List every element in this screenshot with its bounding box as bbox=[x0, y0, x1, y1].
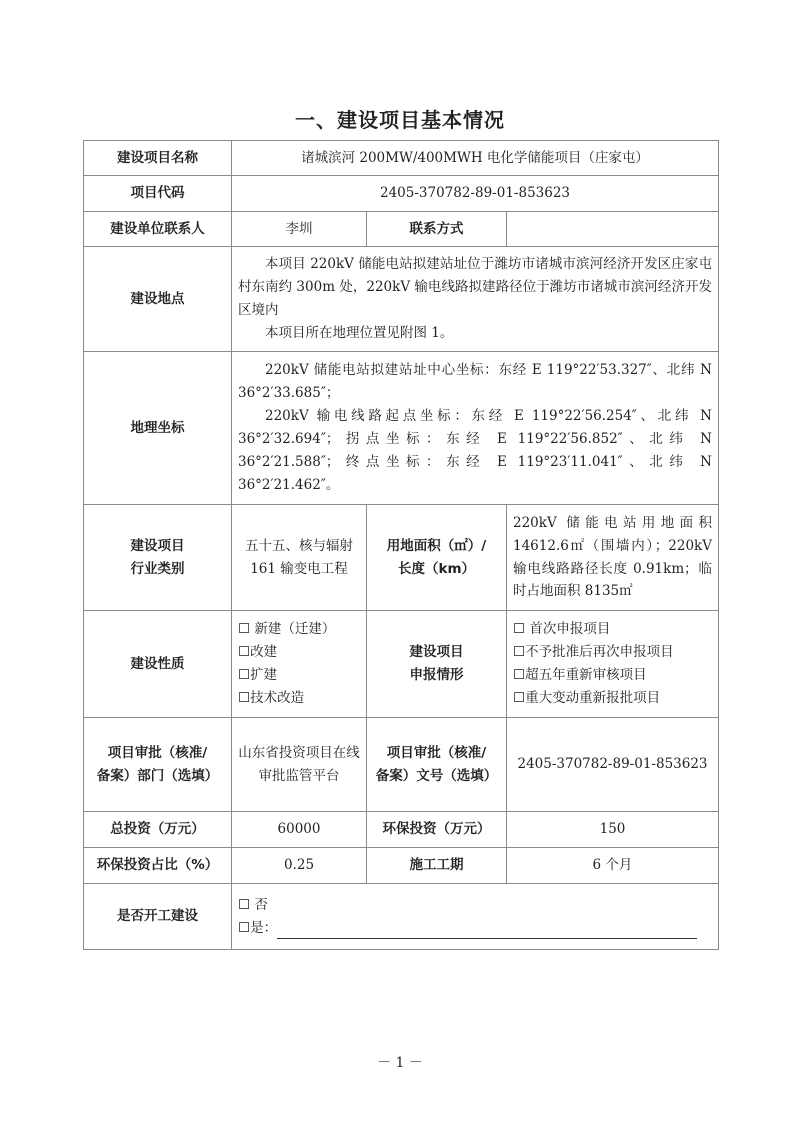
nature-options bbox=[232, 611, 367, 718]
nature-option-tech-upgrade[interactable]: ☐技术改造 bbox=[238, 689, 305, 706]
contact-method-value bbox=[507, 212, 719, 247]
nature-option-expand[interactable]: ☐扩建 bbox=[238, 667, 278, 683]
coordinates-value bbox=[232, 352, 719, 505]
declaration-label-line2: 申报情形 bbox=[409, 667, 464, 683]
declaration-option-five-year[interactable]: ☐超五年重新审核项目 bbox=[513, 667, 647, 683]
row-nature bbox=[84, 611, 719, 718]
industry-value-line1: 五十五、核与辐射 bbox=[245, 537, 353, 554]
row-ratio bbox=[84, 848, 719, 884]
location-label: 建设地点 bbox=[84, 247, 232, 352]
construction-period-label: 施工工期 bbox=[367, 848, 507, 884]
page-title: 一、建设项目基本情况 bbox=[295, 108, 505, 132]
declaration-option-first[interactable]: ☐ 首次申报项目 bbox=[513, 621, 611, 638]
row-investment bbox=[84, 812, 719, 848]
env-investment-label: 环保投资（万元） bbox=[367, 812, 507, 848]
line-coordinates: 220kV 输电线路起点坐标：东经 E 119°22′56.254″、北纬 N 36°2′32.694″；拐点坐标：东经 E 119°22′56.852″、北纬 N 36°2′21.588″；终点坐标：东经 E 119°23′11.041″、北纬 N 36°2′21.462″。 bbox=[238, 408, 712, 493]
industry-value-line2: 161 输变电工程 bbox=[250, 560, 348, 577]
industry-label bbox=[84, 505, 232, 611]
project-name-value: 诸城滨河 200MW/400MWH 电化学储能项目（庄家屯） bbox=[232, 141, 719, 176]
location-text: 本项目 220kV 储能电站拟建站址位于潍坊市诸城市滨河经济开发区庄家屯村东南约 300m 处，220kV 输电线路拟建路径位于潍坊市诸城市滨河经济开发区境内 bbox=[238, 256, 712, 318]
row-project-name bbox=[84, 141, 719, 176]
row-industry bbox=[84, 505, 719, 611]
project-info-table bbox=[83, 140, 719, 950]
land-area-label bbox=[367, 505, 507, 611]
started-option-yes-row bbox=[238, 917, 712, 940]
contact-method-label: 联系方式 bbox=[367, 212, 507, 247]
started-options bbox=[232, 884, 719, 950]
approval-number-label bbox=[367, 718, 507, 812]
started-option-no[interactable]: ☐ 否 bbox=[238, 896, 268, 913]
approval-dept-label bbox=[84, 718, 232, 812]
industry-label-line1: 建设项目 bbox=[130, 537, 185, 554]
declaration-label bbox=[367, 611, 507, 718]
approval-number-label-line2: 备案）文号（选填） bbox=[375, 767, 498, 784]
started-label: 是否开工建设 bbox=[84, 884, 232, 950]
nature-option-rebuild[interactable]: ☐改建 bbox=[238, 644, 278, 661]
industry-label-line2: 行业类别 bbox=[130, 560, 185, 577]
declaration-option-resubmit[interactable]: ☐不予批准后再次申报项目 bbox=[513, 644, 674, 661]
station-coordinates: 220kV 储能电站拟建站址中心坐标：东经 E 119°22′53.327″、北纬 N 36°2′33.685″； bbox=[238, 362, 712, 402]
contact-value: 李圳 bbox=[232, 212, 367, 247]
row-approval bbox=[84, 718, 719, 812]
location-map-note: 本项目所在地理位置见附图 1。 bbox=[265, 324, 454, 341]
coordinates-label: 地理坐标 bbox=[84, 352, 232, 505]
started-option-yes[interactable]: ☐是： bbox=[238, 919, 278, 936]
row-contact bbox=[84, 212, 719, 247]
approval-number-label-line1: 项目审批（核准/ bbox=[386, 744, 487, 761]
nature-option-new[interactable]: ☐ 新建（迁建） bbox=[238, 621, 336, 638]
declaration-option-major-change[interactable]: ☐重大变动重新报批项目 bbox=[513, 689, 661, 706]
contact-label: 建设单位联系人 bbox=[84, 212, 232, 247]
row-coordinates bbox=[84, 352, 719, 505]
started-yes-fill-line[interactable] bbox=[277, 924, 697, 939]
total-investment-label: 总投资（万元） bbox=[84, 812, 232, 848]
approval-number-value: 2405-370782-89-01-853623 bbox=[507, 718, 719, 812]
location-value bbox=[232, 247, 719, 352]
declaration-label-line1: 建设项目 bbox=[409, 644, 464, 661]
project-name-label: 建设项目名称 bbox=[84, 141, 232, 176]
page-number: － 1 － bbox=[377, 1055, 423, 1071]
row-location bbox=[84, 247, 719, 352]
row-project-code bbox=[84, 176, 719, 212]
approval-dept-value: 山东省投资项目在线审批监管平台 bbox=[232, 718, 367, 812]
project-code-label: 项目代码 bbox=[84, 176, 232, 212]
env-ratio-value: 0.25 bbox=[232, 848, 367, 884]
env-ratio-label: 环保投资占比（%） bbox=[84, 848, 232, 884]
land-area-value: 220kV 储能电站用地面积 14612.6㎡（围墙内）；220kV 输电线路路径长度 0.91km；临时占地面积 8135㎡ bbox=[507, 505, 719, 611]
row-started bbox=[84, 884, 719, 950]
nature-label: 建设性质 bbox=[84, 611, 232, 718]
total-investment-value: 60000 bbox=[232, 812, 367, 848]
land-area-label-line1: 用地面积（㎡）/ bbox=[386, 537, 487, 554]
construction-period-value: 6 个月 bbox=[507, 848, 719, 884]
project-code-value: 2405-370782-89-01-853623 bbox=[232, 176, 719, 212]
declaration-options bbox=[507, 611, 719, 718]
land-area-label-line2: 长度（km） bbox=[397, 560, 476, 577]
approval-dept-label-line2: 备案）部门（选填） bbox=[96, 767, 219, 784]
approval-dept-label-line1: 项目审批（核准/ bbox=[107, 744, 208, 761]
industry-value bbox=[232, 505, 367, 611]
env-investment-value: 150 bbox=[507, 812, 719, 848]
